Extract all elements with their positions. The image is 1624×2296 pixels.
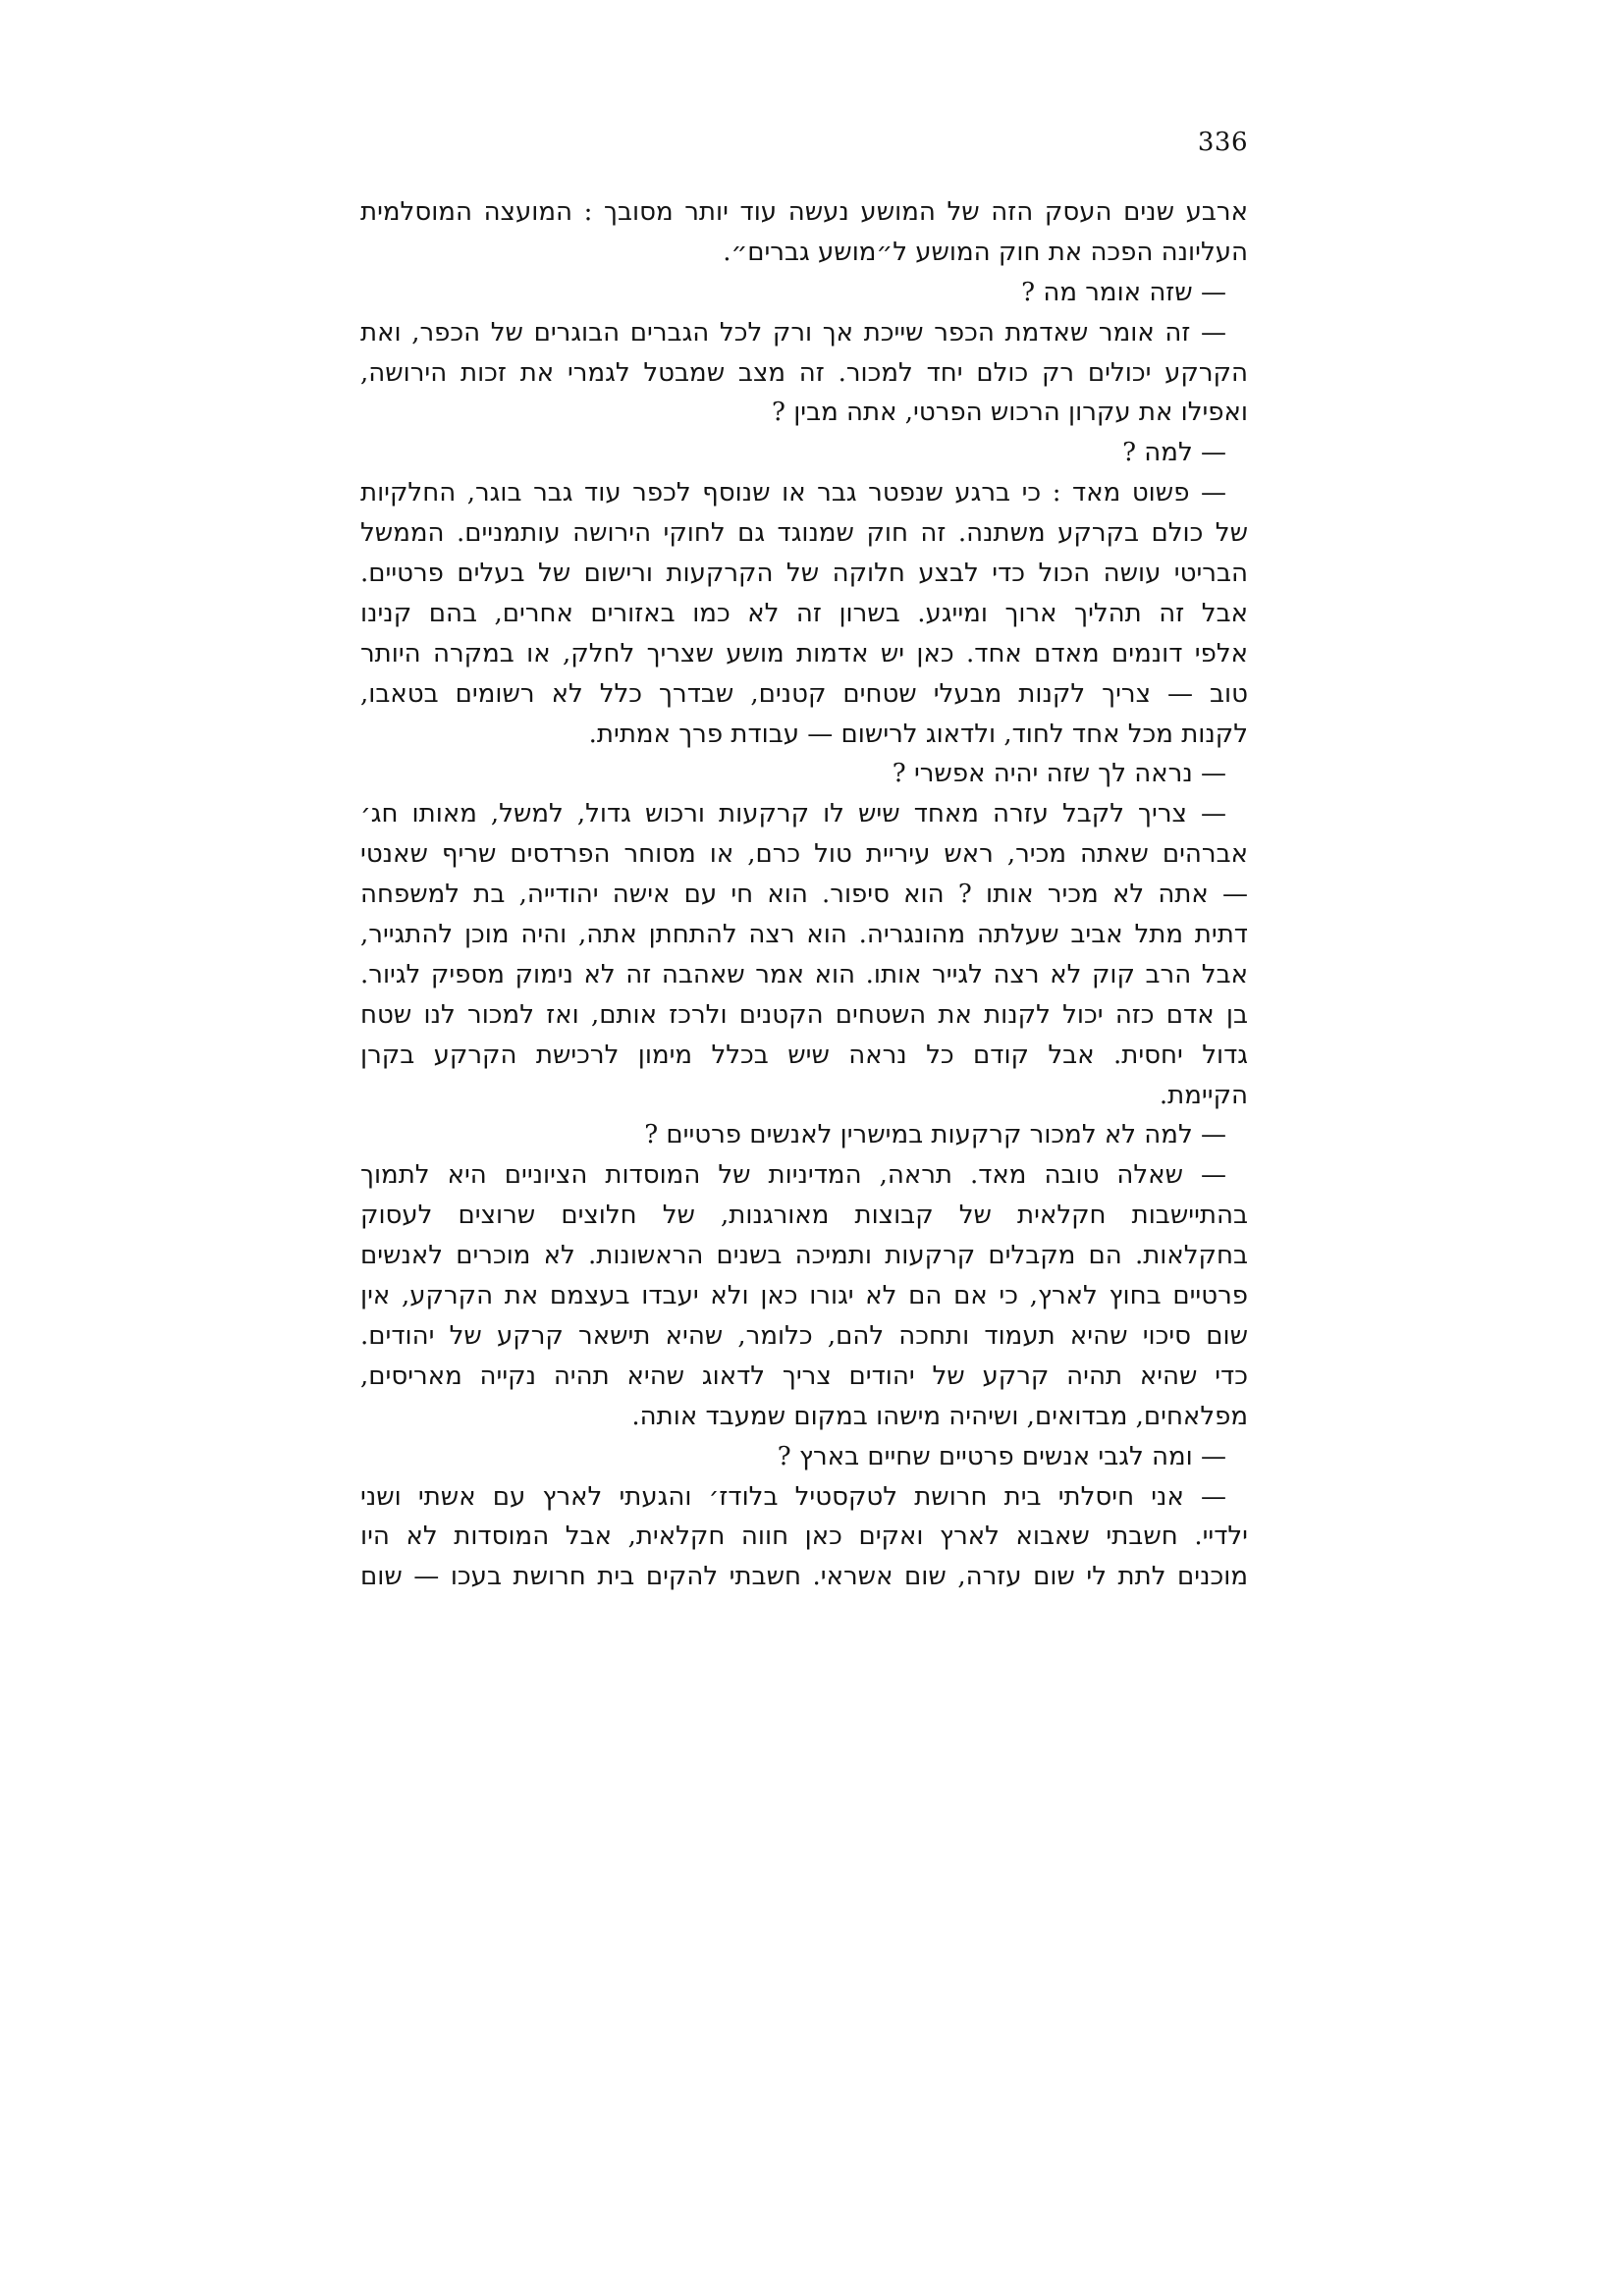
text-line: מוכנים לתת לי שום עזרה, שום אשראי. חשבתי להקים בית חרושת בעכו — שום xyxy=(360,1562,1248,1592)
text-line: — ומה לגבי אנשים פרטיים שחיים בארץ ? xyxy=(777,1441,1226,1471)
paragraph xyxy=(360,192,1248,273)
text-block xyxy=(360,192,1248,1597)
paragraph xyxy=(360,1477,1248,1598)
text-line: אלפי דונמים מאדם אחד. כאן יש אדמות מושע שצריך לחלק, או במקרה היותר xyxy=(360,638,1248,668)
text-line: בן אדם כזה יכול לקנות את השטחים הקטנים ולרכז אותם, ואז למכור לנו שטח xyxy=(360,999,1248,1030)
text-line: בהתיישבות חקלאית של קבוצות מאורגנות, של חלוצים שרוצים לעסוק xyxy=(360,1201,1248,1231)
text-line: — אני חיסלתי בית חרושת לטקסטיל בלודז׳ והגעתי לארץ עם אשתי ושני xyxy=(360,1481,1226,1512)
text-line: בחקלאות. הם מקבלים קרקעות ותמיכה בשנים הראשונות. לא מוכרים לאנשים xyxy=(360,1241,1248,1271)
text-line: כדי שהיא תהיה קרקע של יהודים צריך לדאוג שהיא תהיה נקייה מאריסים, xyxy=(360,1361,1248,1391)
text-line: דתית מתל אביב שעלתה מהונגריה. הוא רצה להתחתן אתה, והיה מוכן להתגייר, xyxy=(360,920,1248,950)
text-line: הבריטי עושה הכול כדי לבצע חלוקה של הקרקעות ורישום של בעלים פרטיים. xyxy=(360,559,1248,589)
text-line: — אתה לא מכיר אותו ? הוא סיפור. הוא חי עם אישה יהודייה, בת למשפחה xyxy=(360,880,1248,910)
text-line: — זה אומר שאדמת הכפר שייכת אך ורק לכל הגברים הבוגרים של הכפר, ואת xyxy=(360,317,1226,347)
text-line: — שאלה טובה מאד. תראה, המדיניות של המוסדות הציוניים היא לתמוך xyxy=(360,1160,1226,1191)
text-line: פרטיים בחוץ לארץ, כי אם הם לא יגורו כאן ולא יעבדו בעצמם את הקרקע, אין xyxy=(360,1281,1248,1311)
text-line: ילדיי. חשבתי שאבוא לארץ ואקים כאן חווה חקלאית, אבל המוסדות לא היו xyxy=(360,1522,1248,1552)
text-line: ארבע שנים העסק הזה של המושע נעשה עוד יותר מסובך : המועצה המוסלמית xyxy=(360,197,1248,227)
text-line: אברהים שאתה מכיר, ראש עיריית טול כרם, או מסוחר הפרדסים שריף שאנטי xyxy=(360,839,1248,870)
text-line: גדול יחסית. אבל קודם כל נראה שיש בכלל מימון לרכישת הקרקע בקרן xyxy=(360,1040,1248,1070)
paragraph xyxy=(360,433,1248,473)
text-line: לקנות מכל אחד לחוד, ולדאוג לרישום — עבודת פרך אמתית. xyxy=(588,719,1248,749)
paragraph xyxy=(360,313,1248,434)
paragraph xyxy=(360,1115,1248,1155)
paragraph xyxy=(360,794,1248,1115)
text-line: — נראה לך שזה יהיה אפשרי ? xyxy=(892,759,1226,789)
page-number: 336 xyxy=(1197,128,1248,157)
text-line: הקיימת. xyxy=(1159,1080,1248,1110)
text-line: ואפילו את עקרון הרכוש הפרטי, אתה מבין ? xyxy=(772,398,1248,428)
text-line: אבל הרב קוק לא רצה לגייר אותו. הוא אמר שאהבה זה לא נימוק מספיק לגיור. xyxy=(360,959,1248,989)
text-line: — פשוט מאד : כי ברגע שנפטר גבר או שנוסף לכפר עוד גבר בוגר, החלקיות xyxy=(360,478,1226,508)
paragraph xyxy=(360,273,1248,313)
text-line: מפלאחים, מבדואים, ושיהיה מישהו במקום שמעבד אותה. xyxy=(631,1401,1248,1431)
paragraph xyxy=(360,1155,1248,1436)
paragraph xyxy=(360,1437,1248,1477)
text-line: אבל זה תהליך ארוך ומייגע. בשרון זה לא כמו באזורים אחרים, בהם קנינו xyxy=(360,598,1248,628)
paragraph xyxy=(360,473,1248,754)
paragraph xyxy=(360,754,1248,794)
text-line: הקרקע יכולים רק כולם יחד למכור. זה מצב שמבטל לגמרי את זכות הירושה, xyxy=(360,357,1248,388)
text-line: של כולם בקרקע משתנה. זה חוק שמנוגד גם לחוקי הירושה עותמניים. הממשל xyxy=(360,518,1248,549)
text-line: — צריך לקבל עזרה מאחד שיש לו קרקעות ורכוש גדול, למשל, מאותו חג׳ xyxy=(360,799,1226,829)
text-line: — למה ? xyxy=(1122,438,1226,468)
text-line: שום סיכוי שהיא תעמוד ותחכה להם, כלומר, שהיא תישאר קרקע של יהודים. xyxy=(360,1320,1248,1351)
text-line: — שזה אומר מה ? xyxy=(1021,277,1226,307)
text-line: — למה לא למכור קרקעות במישרין לאנשים פרטיים ? xyxy=(644,1120,1226,1150)
text-line: העליונה הפכה את חוק המושע ל״מושע גברים״. xyxy=(723,237,1248,267)
text-line: טוב — צריך לקנות מבעלי שטחים קטנים, שבדרך כלל לא רשומים בטאבו, xyxy=(360,678,1248,709)
